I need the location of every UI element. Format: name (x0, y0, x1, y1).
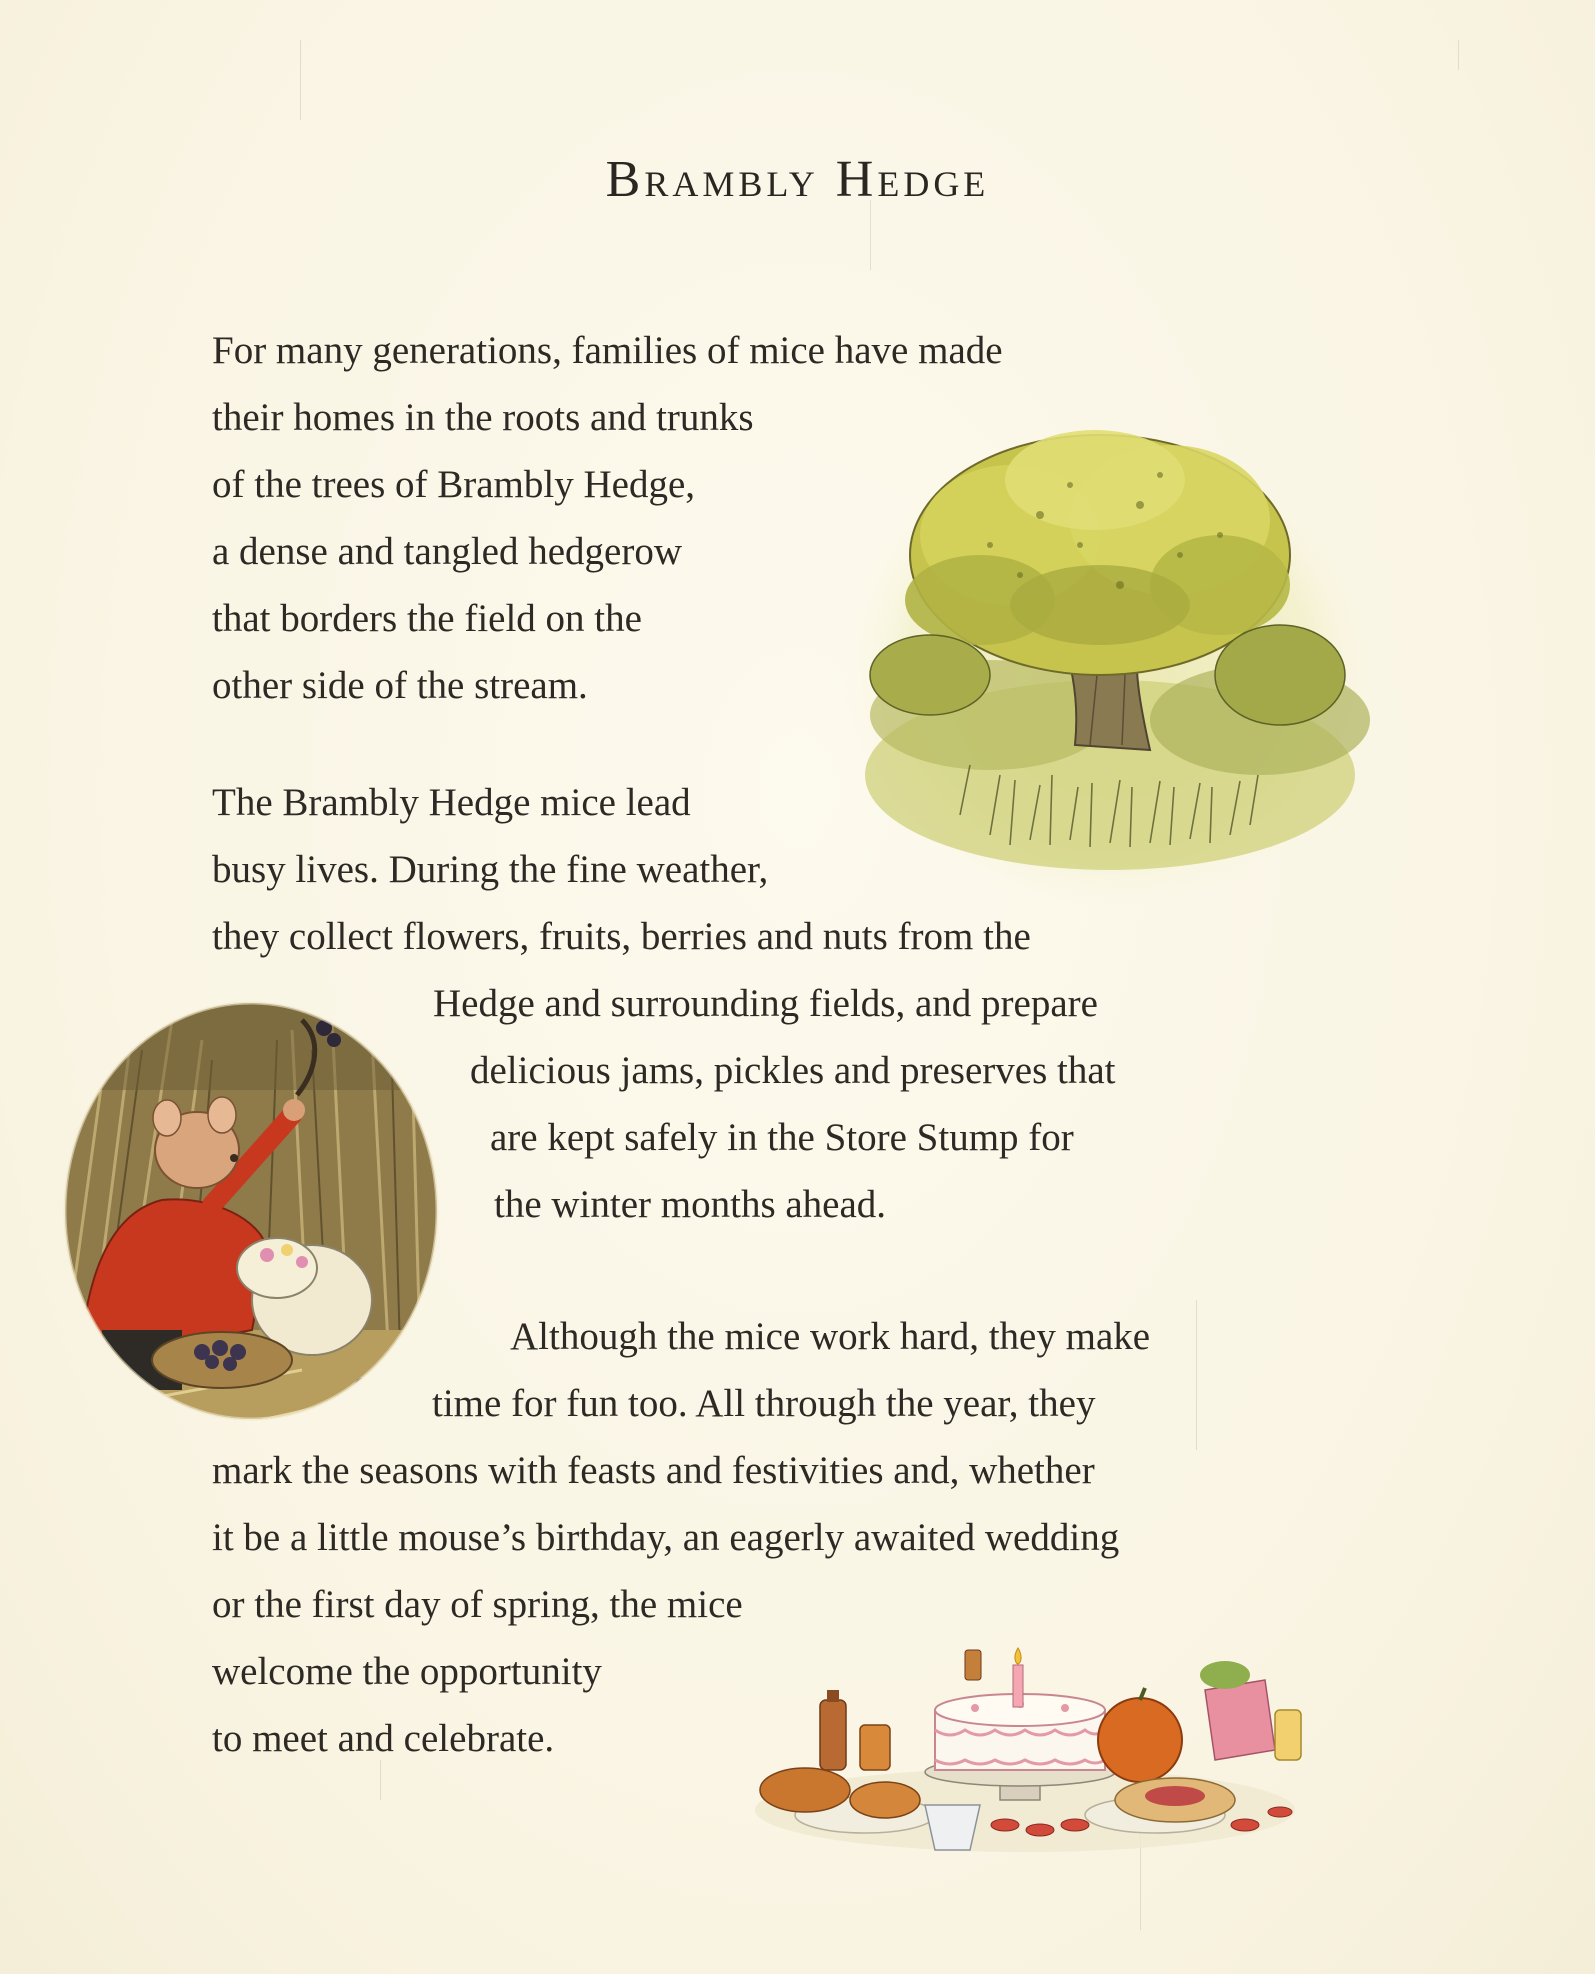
paper-crease (1196, 1300, 1197, 1450)
text-line: other side of the stream. (212, 664, 588, 707)
text-line: are kept safely in the Store Stump for (490, 1116, 1074, 1159)
paper-crease (380, 1760, 381, 1800)
paper-crease (300, 40, 301, 120)
text-line: they collect flowers, fruits, berries and nuts from the (212, 915, 1031, 958)
text-line: Hedge and surrounding fields, and prepare (433, 982, 1098, 1025)
text-line: mark the seasons with feasts and festivities and, whether (212, 1449, 1095, 1492)
paper-crease (1458, 40, 1459, 70)
text-line: delicious jams, pickles and preserves that (470, 1049, 1116, 1092)
text-line: a dense and tangled hedgerow (212, 530, 682, 573)
text-line: busy lives. During the fine weather, (212, 848, 769, 891)
text-line: For many generations, families of mice have made (212, 329, 1003, 372)
text-line: or the first day of spring, the mice (212, 1583, 743, 1626)
text-line: welcome the opportunity (212, 1650, 602, 1693)
text-line: it be a little mouse’s birthday, an eagerly awaited wedding (212, 1516, 1120, 1559)
text-line: that borders the field on the (212, 597, 642, 640)
feast-table-illustration (735, 1600, 1315, 1860)
text-line: Although the mice work hard, they make (510, 1315, 1151, 1358)
page-title: Brambly Hedge (605, 151, 990, 208)
text-line: time for fun too. All through the year, they (432, 1382, 1096, 1425)
text-line: the winter months ahead. (494, 1183, 887, 1226)
text-line: of the trees of Brambly Hedge, (212, 463, 696, 506)
text-line: The Brambly Hedge mice lead (212, 781, 691, 824)
paper-crease (870, 200, 871, 270)
tree-illustration (840, 415, 1380, 915)
mice-gathering-illustration (62, 1000, 440, 1422)
text-line: to meet and celebrate. (212, 1717, 555, 1760)
text-line: their homes in the roots and trunks (212, 396, 754, 439)
